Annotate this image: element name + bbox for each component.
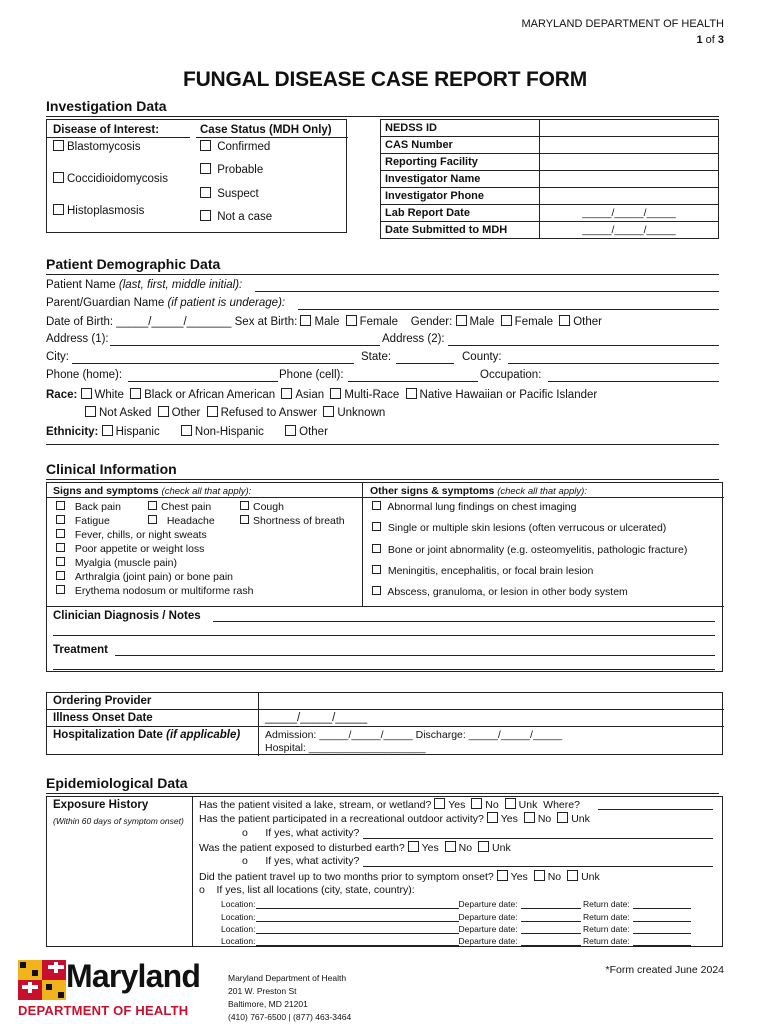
nedss-row	[381, 205, 719, 222]
facility-value[interactable]	[540, 154, 719, 171]
status-option-4[interactable]: Not a case	[200, 210, 272, 223]
flag-black-block	[58, 992, 64, 998]
guardian-hint: (if patient is underage):	[167, 297, 286, 309]
nedss-row	[381, 222, 719, 239]
epi-section-title: Epidemiological Data	[46, 775, 188, 791]
location-field[interactable]	[256, 923, 459, 934]
flag-black-block	[20, 962, 26, 968]
hosp-date-label: Hospitalization Date	[53, 729, 163, 741]
checkbox[interactable]	[56, 515, 65, 524]
q4-no-checkbox[interactable]	[534, 870, 545, 881]
signs-hint: (check all that apply):	[161, 486, 252, 497]
footer-address-line: (410) 767-6500 | (877) 463-3464	[228, 1012, 352, 1022]
form-title: FUNGAL DISEASE CASE REPORT FORM	[182, 68, 588, 91]
ethnicity-row	[46, 425, 328, 438]
other-sign-4[interactable]: Meningitis, encephalitis, or focal brain lesion	[372, 565, 593, 577]
sign-fever[interactable]: Fever, chills, or night sweats	[56, 529, 207, 541]
sign-myalgia[interactable]: Myalgia (muscle pain)	[56, 557, 177, 569]
checkbox[interactable]	[240, 515, 249, 524]
checkbox[interactable]	[200, 187, 211, 198]
q4-row: Did the patient travel up to two months prior to symptom onset? Yes No Unk	[199, 871, 600, 883]
travel-row-3: Location: Departure date: Return date:	[221, 923, 716, 934]
q1-unk-checkbox[interactable]	[505, 798, 516, 809]
investigator-phone-value[interactable]	[540, 188, 719, 205]
travel-row-1: Location: Departure date: Return date:	[221, 898, 716, 909]
disease-option-1[interactable]: Blastomycosis	[53, 140, 141, 153]
sign-appetite[interactable]: Poor appetite or weight loss	[56, 543, 204, 555]
race-row	[46, 388, 597, 401]
diagnosis-field-1[interactable]	[213, 611, 715, 622]
checkbox[interactable]	[372, 501, 381, 510]
q2-follow-field[interactable]	[363, 828, 713, 839]
ethnicity-label: Ethnicity:	[46, 426, 99, 438]
race-asian-checkbox[interactable]	[281, 388, 292, 399]
checkbox[interactable]	[56, 585, 65, 594]
investigator-name-label: Investigator Name	[381, 171, 540, 188]
other-sign-3[interactable]: Bone or joint abnormality (e.g. osteomyelitis, pathologic fracture)	[372, 544, 687, 556]
nedss-table	[380, 119, 719, 239]
q3-yes-checkbox[interactable]	[408, 841, 419, 852]
q4-yes-checkbox[interactable]	[497, 870, 508, 881]
treatment-field-1[interactable]	[115, 645, 715, 656]
return-field[interactable]	[633, 911, 691, 922]
q2-row: Has the patient participated in a recreational outdoor activity? Yes No Unk	[199, 813, 590, 825]
exposure-box	[46, 796, 193, 947]
other-sign-1[interactable]: Abnormal lung findings on chest imaging	[372, 501, 576, 513]
disease-option-2[interactable]: Coccidioidomycosis	[53, 172, 168, 185]
logo-subtitle: DEPARTMENT OF HEALTH	[18, 1003, 189, 1018]
checkbox[interactable]	[56, 529, 65, 538]
q2-yes-checkbox[interactable]	[487, 812, 498, 823]
race-other-label: Other	[171, 407, 201, 419]
admission-discharge[interactable]: Admission: _____/_____/_____ Discharge: _____/_____/_____	[265, 729, 563, 741]
page-number: 1	[696, 34, 703, 46]
other-signs-hint: (check all that apply):	[497, 486, 587, 497]
q4-unk-checkbox[interactable]	[567, 870, 578, 881]
checkbox[interactable]	[56, 557, 65, 566]
form-created-note: *Form created June 2024	[605, 964, 724, 976]
address1-field[interactable]	[110, 335, 380, 346]
checkbox[interactable]	[372, 522, 381, 531]
bullet: o	[199, 884, 205, 896]
treatment-label: Treatment	[53, 644, 108, 656]
guardian-row	[46, 297, 285, 309]
ordering-provider-label: Ordering Provider	[53, 695, 152, 707]
return-field[interactable]	[633, 923, 691, 934]
clinical-rule	[46, 479, 719, 480]
nedss-value[interactable]	[540, 120, 719, 137]
q2-follow-text: If yes, what activity?	[265, 827, 360, 839]
gender-male-checkbox[interactable]	[456, 315, 467, 326]
address1-label: Address (1):	[46, 333, 109, 345]
state-label: State:	[361, 351, 392, 363]
sex-label: Sex at Birth:	[234, 316, 298, 328]
race-asian-label: Asian	[295, 389, 325, 401]
provider-divider	[258, 693, 259, 756]
ethnicity-hispanic-checkbox[interactable]	[102, 425, 113, 436]
status-option-2[interactable]: Probable	[200, 163, 263, 176]
demographics-section-title: Patient Demographic Data	[46, 256, 221, 272]
q4-text: Did the patient travel up to two months prior to symptom onset?	[199, 871, 494, 883]
exposure-label: Exposure History	[53, 799, 149, 811]
facility-label: Reporting Facility	[381, 154, 540, 171]
signs-label: Signs and symptoms	[53, 485, 159, 497]
page-total: 3	[717, 34, 724, 46]
location-field[interactable]	[256, 898, 459, 909]
hosp-date-row	[53, 729, 240, 741]
nedss-row	[381, 154, 719, 171]
diagnosis-field-2[interactable]	[53, 625, 715, 636]
footer-address	[228, 972, 351, 1024]
patient-name-field[interactable]	[255, 281, 719, 292]
treatment-field-2[interactable]	[53, 659, 715, 670]
status-label-rule	[196, 137, 348, 138]
sex-female-label: Female	[359, 316, 398, 328]
logo-wordmark: Maryland	[66, 958, 201, 994]
checkbox[interactable]	[200, 210, 211, 221]
disease-option-3[interactable]: Histoplasmosis	[53, 204, 144, 217]
ethnicity-other-label: Other	[299, 426, 328, 438]
q1-no-checkbox[interactable]	[471, 798, 482, 809]
ethnicity-hispanic-label: Hispanic	[115, 426, 160, 438]
sex-male-checkbox[interactable]	[300, 315, 311, 326]
onset-date-label: Illness Onset Date	[53, 712, 153, 724]
race-white-checkbox[interactable]	[81, 388, 92, 399]
submitted-date-label: Date Submitted to MDH	[381, 222, 540, 239]
race-black-checkbox[interactable]	[130, 388, 141, 399]
checkbox[interactable]	[148, 501, 157, 510]
q2-unk-checkbox[interactable]	[557, 812, 568, 823]
q1-yes-checkbox[interactable]	[434, 798, 445, 809]
location-field[interactable]	[256, 911, 459, 922]
ethnicity-other-checkbox[interactable]	[285, 425, 296, 436]
q3-follow-field[interactable]	[363, 856, 713, 867]
phone-home-field[interactable]	[128, 371, 278, 382]
sign-back-pain[interactable]: Back pain	[56, 501, 121, 513]
sign-sob[interactable]: Shortness of breath	[240, 515, 345, 527]
status-option-1[interactable]: Confirmed	[200, 140, 270, 153]
epi-rule	[46, 793, 719, 794]
race-multi-label: Multi-Race	[344, 389, 400, 401]
checkbox[interactable]	[200, 140, 211, 151]
onset-date-value[interactable]: _____/_____/_____	[265, 712, 368, 724]
checkbox[interactable]	[56, 543, 65, 552]
travel-row-4: Location: Departure date: Return date:	[221, 935, 716, 946]
gender-male-label: Male	[469, 316, 495, 328]
footer-address-line: Baltimore, MD 21201	[228, 999, 308, 1009]
provider-box	[46, 692, 723, 755]
hospital-field[interactable]: Hospital: ____________________	[265, 742, 426, 754]
clinical-box	[46, 482, 723, 672]
q2-no-checkbox[interactable]	[524, 812, 535, 823]
race-refused-label: Refused to Answer	[220, 407, 318, 419]
guardian-label: Parent/Guardian Name	[46, 297, 165, 309]
departure-field[interactable]	[521, 911, 581, 922]
provider-rule-1	[47, 709, 724, 710]
cas-value[interactable]	[540, 137, 719, 154]
q2-follow-row	[242, 827, 359, 839]
agency-name: MARYLAND DEPARTMENT OF HEALTH	[521, 18, 724, 30]
sex-male-label: Male	[314, 316, 340, 328]
footer-address-line: Maryland Department of Health	[228, 973, 347, 983]
return-field[interactable]	[633, 898, 691, 909]
other-signs-label: Other signs & symptoms	[370, 485, 495, 497]
page-of: of	[705, 34, 715, 46]
race-notasked-label: Not Asked	[99, 407, 152, 419]
gender-female-checkbox[interactable]	[501, 315, 512, 326]
q4-follow-text: If yes, list all locations (city, state, country):	[216, 884, 415, 896]
address2-field[interactable]	[448, 335, 719, 346]
q1-row: Has the patient visited a lake, stream, or wetland? Yes No Unk Where?	[199, 799, 580, 811]
departure-field[interactable]	[521, 923, 581, 934]
race-white-label: White	[94, 389, 124, 401]
provider-rule-2	[47, 726, 724, 727]
gender-other-checkbox[interactable]	[559, 315, 570, 326]
status-option-3[interactable]: Suspect	[200, 187, 259, 200]
other-sign-2[interactable]: Single or multiple skin lesions (often verrucous or ulcerated)	[372, 522, 666, 534]
other-sign-5[interactable]: Abscess, granuloma, or lesion in other body system	[372, 586, 628, 598]
q3-row: Was the patient exposed to disturbed earth? Yes No Unk	[199, 842, 511, 854]
checkbox[interactable]	[53, 204, 64, 215]
race-black-label: Black or African American	[144, 389, 276, 401]
exposure-questions-box	[193, 796, 723, 947]
sign-chest-pain[interactable]: Chest pain	[148, 501, 211, 513]
demographics-bottom-rule	[46, 444, 719, 445]
q1-text: Has the patient visited a lake, stream, or wetland?	[199, 799, 432, 811]
departure-field[interactable]	[521, 935, 581, 946]
clinical-notes-rule	[47, 606, 724, 607]
dob-sex-gender-row	[46, 315, 602, 328]
checkbox[interactable]	[372, 544, 381, 553]
nedss-row	[381, 120, 719, 137]
footer-address-line: 201 W. Preston St	[228, 986, 297, 996]
disease-status-box	[46, 119, 347, 233]
race-label: Race:	[46, 389, 78, 401]
race-nhpi-label: Native Hawaiian or Pacific Islander	[419, 389, 598, 401]
q3-text: Was the patient exposed to disturbed earth?	[199, 842, 405, 854]
race-nhpi-checkbox[interactable]	[406, 388, 417, 399]
maryland-flag-logo-icon	[18, 960, 66, 1000]
occupation-label: Occupation:	[480, 369, 542, 381]
q3-follow-row	[242, 855, 359, 867]
occupation-field[interactable]	[548, 371, 719, 382]
sex-female-checkbox[interactable]	[346, 315, 357, 326]
city-field[interactable]	[72, 353, 354, 364]
clinical-divider	[362, 483, 363, 606]
other-signs-header	[370, 485, 587, 497]
location-field[interactable]	[256, 935, 459, 946]
bullet: o	[242, 855, 248, 867]
clinical-section-title: Clinical Information	[46, 461, 177, 477]
race-other-checkbox[interactable]	[158, 406, 169, 417]
page-indicator	[696, 34, 724, 46]
race-unknown-checkbox[interactable]	[323, 406, 334, 417]
disease-label-rule	[47, 137, 190, 138]
race-unknown-label: Unknown	[337, 407, 386, 419]
disease-label: Disease of Interest:	[53, 124, 160, 136]
travel-row-2: Location: Departure date: Return date:	[221, 911, 716, 922]
clinical-header-rule	[47, 497, 724, 498]
race-multi-checkbox[interactable]	[330, 388, 341, 399]
county-label: County:	[462, 351, 502, 363]
race-notasked-checkbox[interactable]	[85, 406, 96, 417]
checkbox[interactable]	[200, 163, 211, 174]
phone-cell-field[interactable]	[348, 371, 478, 382]
submitted-date-value[interactable]: _____/_____/_____	[540, 222, 719, 239]
return-field[interactable]	[633, 935, 691, 946]
nedss-row	[381, 188, 719, 205]
sign-arthralgia[interactable]: Arthralgia (joint pain) or bone pain	[56, 571, 233, 583]
phone-home-label: Phone (home):	[46, 369, 123, 381]
investigation-section-title: Investigation Data	[46, 98, 167, 114]
checkbox[interactable]	[148, 515, 157, 524]
patient-name-hint: (last, first, middle initial):	[118, 279, 243, 291]
nedss-label: NEDSS ID	[381, 120, 540, 137]
state-field[interactable]	[396, 353, 454, 364]
city-label: City:	[46, 351, 69, 363]
county-field[interactable]	[508, 353, 719, 364]
q3-no-checkbox[interactable]	[445, 841, 456, 852]
q1-where-label: Where?	[543, 799, 580, 811]
gender-label: Gender:	[410, 316, 453, 328]
nedss-row	[381, 137, 719, 154]
guardian-field[interactable]	[298, 299, 719, 310]
sign-erythema[interactable]: Erythema nodosum or multiforme rash	[56, 585, 253, 597]
lab-date-label: Lab Report Date	[381, 205, 540, 222]
q3-follow-text: If yes, what activity?	[265, 855, 360, 867]
hosp-date-hint: (if applicable)	[166, 729, 241, 741]
checkbox[interactable]	[372, 586, 381, 595]
sign-cough[interactable]: Cough	[240, 501, 284, 513]
checkbox[interactable]	[56, 501, 65, 510]
gender-female-label: Female	[514, 316, 554, 328]
ethnicity-nonhispanic-checkbox[interactable]	[181, 425, 192, 436]
checkbox[interactable]	[240, 501, 249, 510]
address2-label: Address (2):	[382, 333, 445, 345]
signs-header	[53, 485, 251, 497]
investigation-rule	[46, 116, 719, 117]
checkbox[interactable]	[53, 172, 64, 183]
q4-follow-row	[199, 884, 415, 896]
race-row-2	[85, 406, 385, 419]
demographics-rule	[46, 274, 719, 275]
race-refused-checkbox[interactable]	[207, 406, 218, 417]
investigator-phone-label: Investigator Phone	[381, 188, 540, 205]
lab-date-value[interactable]: _____/_____/_____	[540, 205, 719, 222]
departure-field[interactable]	[521, 898, 581, 909]
exposure-hint: (Within 60 days of symptom onset)	[53, 816, 184, 826]
diagnosis-label: Clinician Diagnosis / Notes	[53, 610, 201, 622]
flag-black-block	[46, 984, 52, 990]
checkbox[interactable]	[56, 571, 65, 580]
q1-where-field[interactable]	[598, 799, 713, 810]
status-label: Case Status (MDH Only)	[200, 124, 332, 136]
q2-text: Has the patient participated in a recreational outdoor activity?	[199, 813, 484, 825]
investigator-name-value[interactable]	[540, 171, 719, 188]
dob-label[interactable]: Date of Birth: _____/_____/_______	[46, 316, 232, 328]
sign-headache[interactable]: Headache	[148, 515, 215, 527]
ethnicity-nonhispanic-label: Non-Hispanic	[194, 426, 264, 438]
nedss-row	[381, 171, 719, 188]
checkbox[interactable]	[53, 140, 64, 151]
q3-unk-checkbox[interactable]	[478, 841, 489, 852]
bullet: o	[242, 827, 248, 839]
phone-cell-label: Phone (cell):	[279, 369, 344, 381]
patient-name-label: Patient Name	[46, 279, 116, 291]
sign-fatigue[interactable]: Fatigue	[56, 515, 110, 527]
gender-other-label: Other	[573, 316, 602, 328]
flag-black-block	[32, 970, 38, 976]
cas-label: CAS Number	[381, 137, 540, 154]
checkbox[interactable]	[372, 565, 381, 574]
